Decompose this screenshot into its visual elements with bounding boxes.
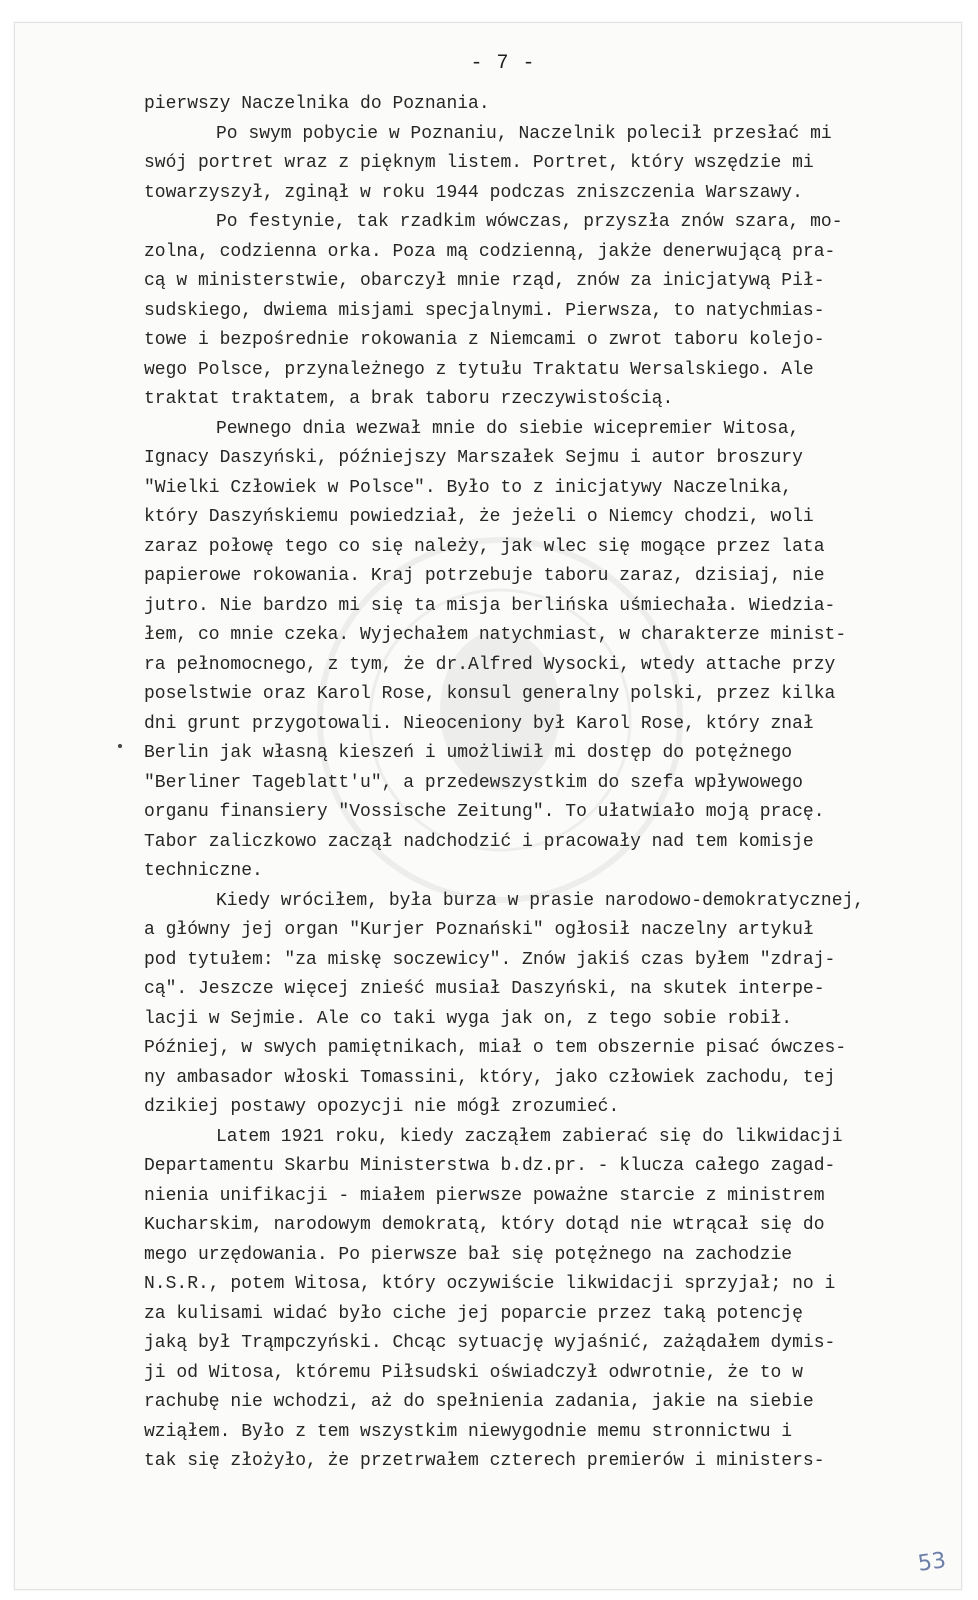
text-line: dni grunt przygotowali. Nieoceniony był Karol Rose, który znał — [144, 713, 814, 734]
text-line: Latem 1921 roku, kiedy zacząłem zabierać się do likwidacji — [216, 1126, 843, 1147]
text-line: sudskiego, dwiema misjami specjalnymi. Pierwsza, to natychmias- — [144, 300, 825, 321]
text-line: tak się złożyło, że przetrwałem czterech premierów i ministers- — [144, 1451, 825, 1471]
text-line: jaką był Trąmpczyński. Chcąc sytuację wyjaśnić, zażądałem dymis- — [144, 1333, 836, 1353]
text-line: Kucharskim, narodowym demokratą, który dotąd nie wtrącał się do — [144, 1215, 825, 1235]
text-line: towarzyszył, zginął w roku 1944 podczas zniszczenia Warszawy. — [144, 182, 803, 203]
text-line: ji od Witosa, któremu Piłsudski oświadczył odwrotnie, że to w — [144, 1362, 803, 1383]
text-line: Po festynie, tak rzadkim wówczas, przyszła znów szara, mo- — [216, 212, 843, 232]
text-line: cą". Jeszcze więcej znieść musiał Daszyński, na skutek interpe- — [144, 979, 825, 999]
text-line: lacji w Sejmie. Ale co taki wyga jak on, z tego sobie robił. — [144, 1008, 793, 1029]
text-line: traktat traktatem, a brak taboru rzeczywistością. — [144, 389, 674, 409]
text-line: zolna, codzienna orka. Poza mą codzienną, jakże denerwującą pra- — [144, 241, 836, 262]
archive-page-mark: 53 — [916, 1548, 948, 1577]
text-line: techniczne. — [144, 861, 263, 881]
text-line: organu finansiery "Vossische Zeitung". To ułatwiało moją pracę. — [144, 802, 825, 822]
text-line: papierowe rokowania. Kraj potrzebuje taboru zaraz, dzisiaj, nie — [144, 566, 825, 586]
margin-mark — [118, 744, 122, 748]
text-line: Później, w swych pamiętnikach, miał o tem obszernie pisać ówczes- — [144, 1038, 847, 1058]
text-line: pierwszy Naczelnika do Poznania. — [144, 94, 490, 114]
text-line: rachubę nie wchodzi, aż do spełnienia zadania, jakie na siebie — [144, 1392, 814, 1412]
text-line: towe i bezpośrednie rokowania z Niemcami o zwrot taboru kolejo- — [144, 330, 825, 350]
text-line: pod tytułem: "za miskę soczewicy". Znów jakiś czas byłem "zdraj- — [144, 949, 836, 970]
text-line: Ignacy Daszyński, późniejszy Marszałek Sejmu i autor broszury — [144, 448, 803, 468]
text-line: Kiedy wróciłem, była burza w prasie narodowo-demokratycznej, — [216, 890, 865, 911]
typed-text-body — [144, 90, 944, 1477]
text-line: cą w ministerstwie, obarczył mnie rząd, znów za inicjatywą Pił- — [144, 271, 825, 291]
text-line: "Wielki Człowiek w Polsce". Było to z inicjatywy Naczelnika, — [144, 477, 793, 498]
text-line: swój portret wraz z pięknym listem. Portret, który wszędzie mi — [144, 153, 814, 173]
page-number: - 7 - — [470, 52, 536, 75]
text-line: a główny jej organ "Kurjer Poznański" ogłosił naczelny artykuł — [144, 920, 814, 940]
text-line: zaraz połowę tego co się należy, jak wlec się mogące przez lata — [144, 536, 825, 557]
text-line: dzikiej postawy opozycji nie mógł zrozumieć. — [144, 1097, 620, 1117]
text-line: wego Polsce, przynależnego z tytułu Traktatu Wersalskiego. Ale — [144, 359, 814, 380]
text-line: Po swym pobycie w Poznaniu, Naczelnik polecił przesłać mi — [216, 123, 832, 144]
text-line: Berlin jak własną kieszeń i umożliwił mi dostęp do potężnego — [144, 743, 793, 763]
text-line: ra pełnomocnego, z tym, że dr.Alfred Wysocki, wtedy attache przy — [144, 654, 836, 675]
text-line: Departamentu Skarbu Ministerstwa b.dz.pr. - klucza całego zagad- — [144, 1156, 836, 1176]
text-line: Pewnego dnia wezwał mnie do siebie wicepremier Witosa, — [216, 418, 800, 439]
text-line: łem, co mnie czeka. Wyjechałem natychmiast, w charakterze minist- — [144, 625, 847, 645]
text-line: N.S.R., potem Witosa, który oczywiście likwidacji sprzyjał; no i — [144, 1274, 836, 1294]
text-line: mego urzędowania. Po pierwsze bał się potężnego na zachodzie — [144, 1244, 793, 1265]
text-line: który Daszyńskiemu powiedział, że jeżeli o Niemcy chodzi, woli — [144, 507, 814, 527]
text-line: za kulisami widać było ciche jej poparcie przez taką potencję — [144, 1303, 803, 1324]
text-line: Tabor zaliczkowo zaczął nadchodzić i pracowały nad tem komisje — [144, 831, 814, 852]
text-line: ny ambasador włoski Tomassini, który, jako człowiek zachodu, tej — [144, 1067, 836, 1088]
text-line: wziąłem. Było z tem wszystkim niewygodnie memu stronnictwu i — [144, 1421, 793, 1442]
text-line: jutro. Nie bardzo mi się ta misja berlińska uśmiechała. Wiedzia- — [144, 595, 836, 616]
text-line: nienia unifikacji - miałem pierwsze poważne starcie z ministrem — [144, 1185, 825, 1206]
text-line: "Berliner Tageblatt'u", a przedewszystkim do szefa wpływowego — [144, 772, 803, 793]
text-line: poselstwie oraz Karol Rose, konsul generalny polski, przez kilka — [144, 684, 836, 704]
